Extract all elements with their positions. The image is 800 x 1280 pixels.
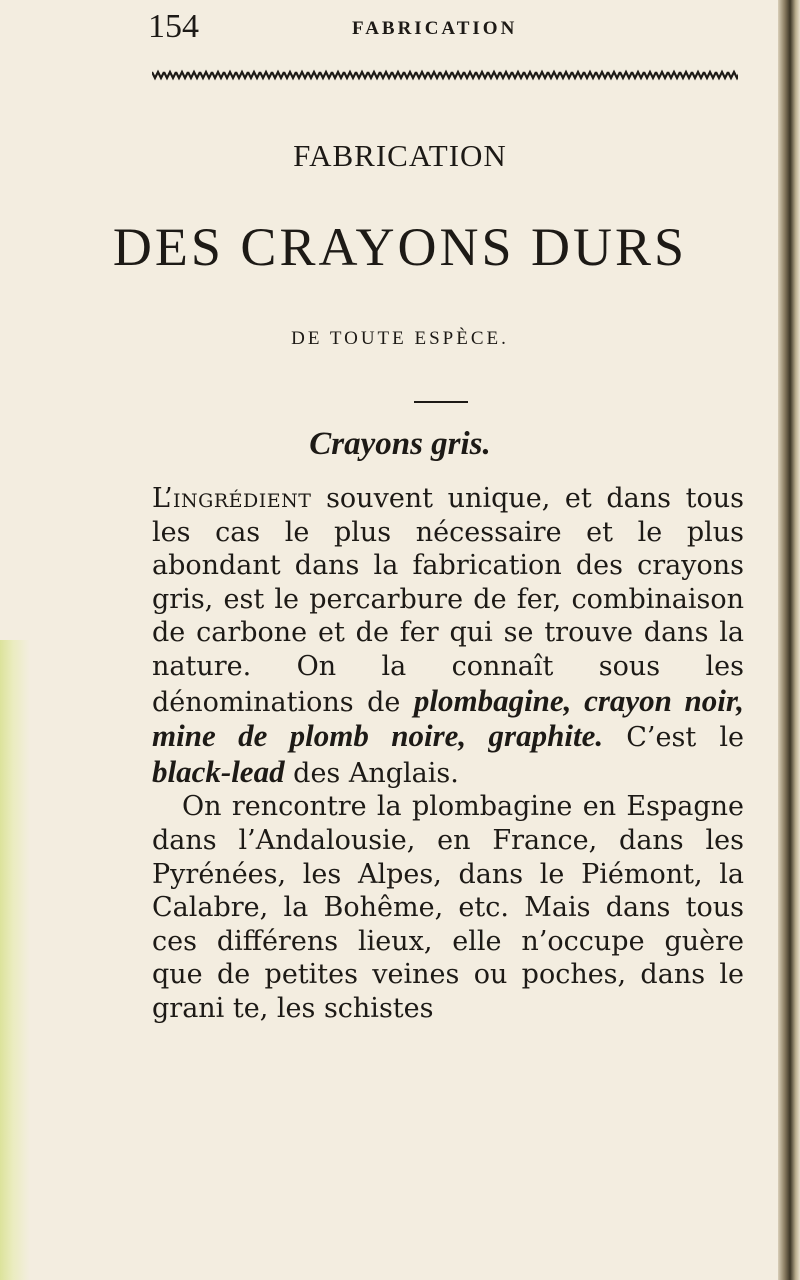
paragraph-1-text-b: C’est le [603,722,744,754]
section-rule [414,401,468,403]
page-spine-edge [778,0,800,1280]
page-stain [0,640,30,1280]
running-head [148,8,708,52]
lead-in-small-caps: L’ingrédient [152,483,312,514]
title-line-1: FABRICATION [293,138,507,173]
body-text [152,482,744,1026]
page-number: 154 [148,8,199,45]
paragraph-1-text-a: souvent unique, et dans tous les cas le plus nécessaire et le plus abondant dans la fabrication des crayons gris, est le percarbure de fer, combinaison de carbone et de fer qui se trouve dans la nature. On la connaît sous les dénominations de [152,483,744,718]
paragraph-1-text-c: des Anglais. [284,757,459,789]
decorative-ornament-band [152,68,738,82]
italic-english-term: black-lead [152,753,285,789]
running-title: FABRICATION [352,18,518,39]
paragraph-2: On rencontre la plombagine en Espagne dans l’Andalousie, en France, dans les Pyrénées, les Alpes, dans le Piémont, la Calabre, la Bohême, etc. Mais dans tous ces différens lieux, elle n’occupe guère que de petites veines ou poches, dans le grani te, les schistes [152,791,744,1024]
italic-names: plombagine, crayon noir, mine de plomb noire, graphite. [152,682,745,754]
paragraph-1 [152,482,744,790]
title-line-2: DES CRAYONS DURS [112,217,688,277]
section-title: Crayons gris. [309,426,491,462]
title-line-3: DE TOUTE ESPÈCE. [291,328,509,349]
